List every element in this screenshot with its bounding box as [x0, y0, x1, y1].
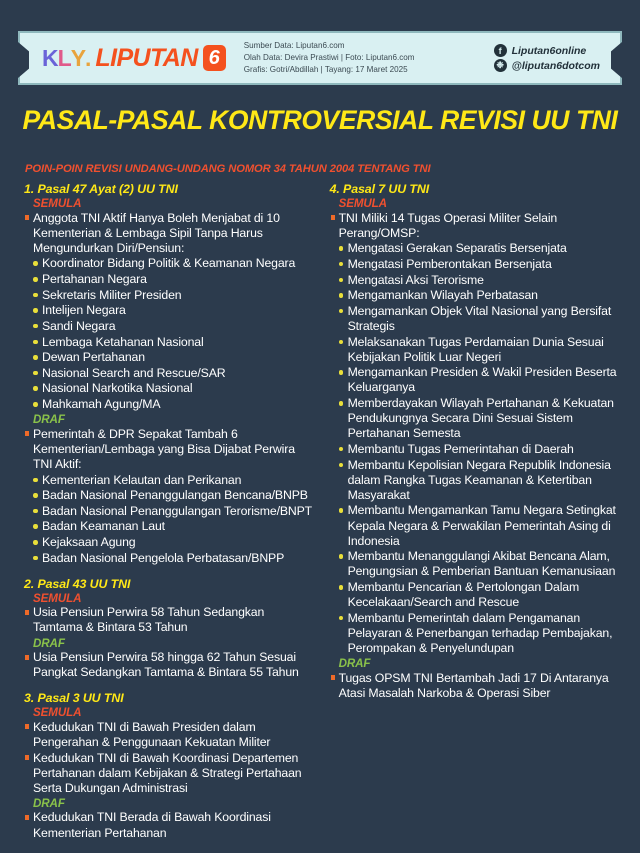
list-item: Badan Nasional Penanggulangan Bencana/BNPB — [24, 488, 315, 503]
list-item: Usia Pensiun Perwira 58 Tahun Sedangkan Tamtama & Bintara 53 Tahun — [24, 605, 315, 635]
twitter-icon: ❉ — [494, 59, 507, 72]
list-item: Sekretaris Militer Presiden — [24, 288, 315, 303]
right-column — [326, 182, 626, 841]
facebook-handle: Liputan6online — [511, 44, 587, 57]
list-item: Membantu Mengamankan Tamu Negara Setingkat Kepala Negara & Perwakilan Pemerintah Asing di Indonesia — [330, 503, 626, 548]
list-item: Mengamankan Wilayah Perbatasan — [330, 288, 626, 303]
facebook-link[interactable] — [494, 44, 600, 57]
kly-logo-icon: K L Y . — [42, 44, 91, 71]
credit-line-source: Sumber Data: Liputan6.com — [243, 40, 345, 50]
list-item: Badan Nasional Pengelola Perbatasan/BNPP — [24, 551, 315, 566]
section-pasal-3 — [24, 691, 315, 840]
credits-block — [244, 40, 494, 77]
page-subtitle: POIN-POIN REVISI UNDANG-UNDANG NOMOR 34 TAHUN 2004 TENTANG TNI — [25, 163, 431, 175]
list-item: Koordinator Bidang Politik & Keamanan Negara — [24, 256, 315, 271]
label-draf: DRAF — [33, 796, 65, 810]
social-links — [494, 44, 600, 72]
list-item: Memberdayakan Wilayah Pertahanan & Kekuatan Pendukungnya Secara Dini Sesuai Sistem Pertahanan Semesta — [330, 396, 626, 441]
list-item: Intelijen Negara — [24, 303, 315, 318]
list-item: Mengatasi Pemberontakan Bersenjata — [330, 257, 626, 272]
label-semula: SEMULA — [33, 197, 82, 210]
list-item: Mengamankan Presiden & Wakil Presiden Beserta Keluarganya — [330, 365, 626, 395]
sublist-semula-47 — [24, 256, 315, 412]
liputan-six-badge: 6 — [203, 45, 226, 71]
list-item: TNI Miliki 14 Tugas Operasi Militer Selain Perang/OMSP: — [330, 211, 626, 241]
list-item: Sandi Negara — [24, 319, 315, 334]
page-title: PASAL-PASAL KONTROVERSIAL REVISI UU TNI — [22, 105, 618, 135]
list-item: Membantu Menanggulangi Akibat Bencana Alam, Pengungsian & Pemberian Bantuan Kemanusiaan — [330, 549, 626, 579]
label-semula: SEMULA — [33, 591, 82, 605]
liputan-wordmark: LIPUTAN — [95, 43, 198, 72]
section-heading: 3. Pasal 3 UU TNI — [24, 691, 124, 706]
list-item: Mahkamah Agung/MA — [24, 397, 315, 412]
list-item: Mengatasi Gerakan Separatis Bersenjata — [330, 241, 626, 256]
section-pasal-7 — [330, 182, 626, 701]
label-semula: SEMULA — [338, 197, 387, 210]
brand-logo — [42, 45, 226, 71]
list-item: Membantu Pemerintah dalam Pengamanan Pelayaran & Penerbangan terhadap Pembajakan, Perompakan & Penyelundupan — [330, 611, 626, 656]
sublist-draf-47 — [24, 473, 315, 566]
list-item: Membantu Kepolisian Negara Republik Indonesia dalam Rangka Tugas Keamanan & Ketertiban Masyarakat — [330, 458, 626, 503]
list-item: Tugas OPSM TNI Bertambah Jadi 17 Di Antaranya Atasi Masalah Narkoba & Operasi Siber — [330, 671, 626, 701]
list-item: Anggota TNI Aktif Hanya Boleh Menjabat di 10 Kementerian & Lembaga Sipil Tanpa Harus Mengundurkan Diri/Pensiun: — [24, 211, 315, 256]
label-draf: DRAF — [33, 413, 65, 427]
list-item: Kedudukan TNI di Bawah Presiden dalam Pengerahan & Penggunaan Kekuatan Militer — [24, 720, 315, 750]
section-pasal-43 — [24, 577, 315, 681]
list-item: Dewan Pertahanan — [24, 350, 315, 365]
list-item: Nasional Narkotika Nasional — [24, 381, 315, 396]
list-item: Mengatasi Aksi Terorisme — [330, 273, 626, 288]
list-item: Nasional Search and Rescue/SAR — [24, 366, 315, 381]
list-item: Kedudukan TNI di Bawah Koordinasi Departemen Pertahanan dalam Kebijakan & Strategi Pertahaan Serta Dukungan Administrasi — [24, 751, 315, 796]
left-column — [14, 182, 315, 841]
list-item: Pertahanan Negara — [24, 272, 315, 287]
section-heading: 1. Pasal 47 Ayat (2) UU TNI — [24, 182, 178, 196]
credit-line-author: Olah Data: Devira Prastiwi | Foto: Liputan6.com — [243, 52, 415, 62]
label-draf: DRAF — [33, 636, 65, 650]
list-item: Melaksanakan Tugas Perdamaian Dunia Sesuai Kebijakan Politik Luar Negeri — [330, 335, 626, 365]
list-item: Membantu Pencarian & Pertolongan Dalam Kecelakaan/Search and Rescue — [330, 580, 626, 610]
sublist-semula-7 — [330, 241, 626, 656]
facebook-icon: f — [494, 44, 507, 57]
section-heading: 4. Pasal 7 UU TNI — [329, 182, 430, 196]
credit-line-graphics: Grafis: Gotri/Abdillah | Tayang: 17 Maret 2025 — [243, 65, 408, 75]
content-columns — [0, 182, 640, 841]
section-pasal-47 — [24, 182, 315, 566]
label-semula: SEMULA — [33, 706, 82, 720]
list-item: Kedudukan TNI Berada di Bawah Koordinasi Kementerian Pertahanan — [24, 810, 315, 840]
list-item: Pemerintah & DPR Sepakat Tambah 6 Kementerian/Lembaga yang Bisa Dijabat Perwira TNI Aktif: — [24, 427, 315, 472]
section-heading: 2. Pasal 43 UU TNI — [24, 576, 131, 591]
list-item: Badan Nasional Penanggulangan Terorisme/BNPT — [24, 504, 315, 519]
label-draf: DRAF — [338, 657, 371, 671]
list-item: Lembaga Ketahanan Nasional — [24, 335, 315, 350]
list-item: Usia Pensiun Perwira 58 hingga 62 Tahun Sesuai Pangkat Sedangkan Tamtama & Bintara 55 Tahun — [24, 650, 315, 680]
list-item: Kejaksaan Agung — [24, 535, 315, 550]
header-bar — [18, 31, 622, 85]
twitter-handle: @liputan6dotcom — [511, 59, 600, 72]
list-item: Membantu Tugas Pemerintahan di Daerah — [330, 442, 626, 457]
list-item: Kementerian Kelautan dan Perikanan — [24, 473, 315, 488]
list-item: Badan Keamanan Laut — [24, 519, 315, 534]
list-item: Mengamankan Objek Vital Nasional yang Bersifat Strategis — [330, 304, 626, 334]
twitter-link[interactable] — [494, 59, 600, 72]
